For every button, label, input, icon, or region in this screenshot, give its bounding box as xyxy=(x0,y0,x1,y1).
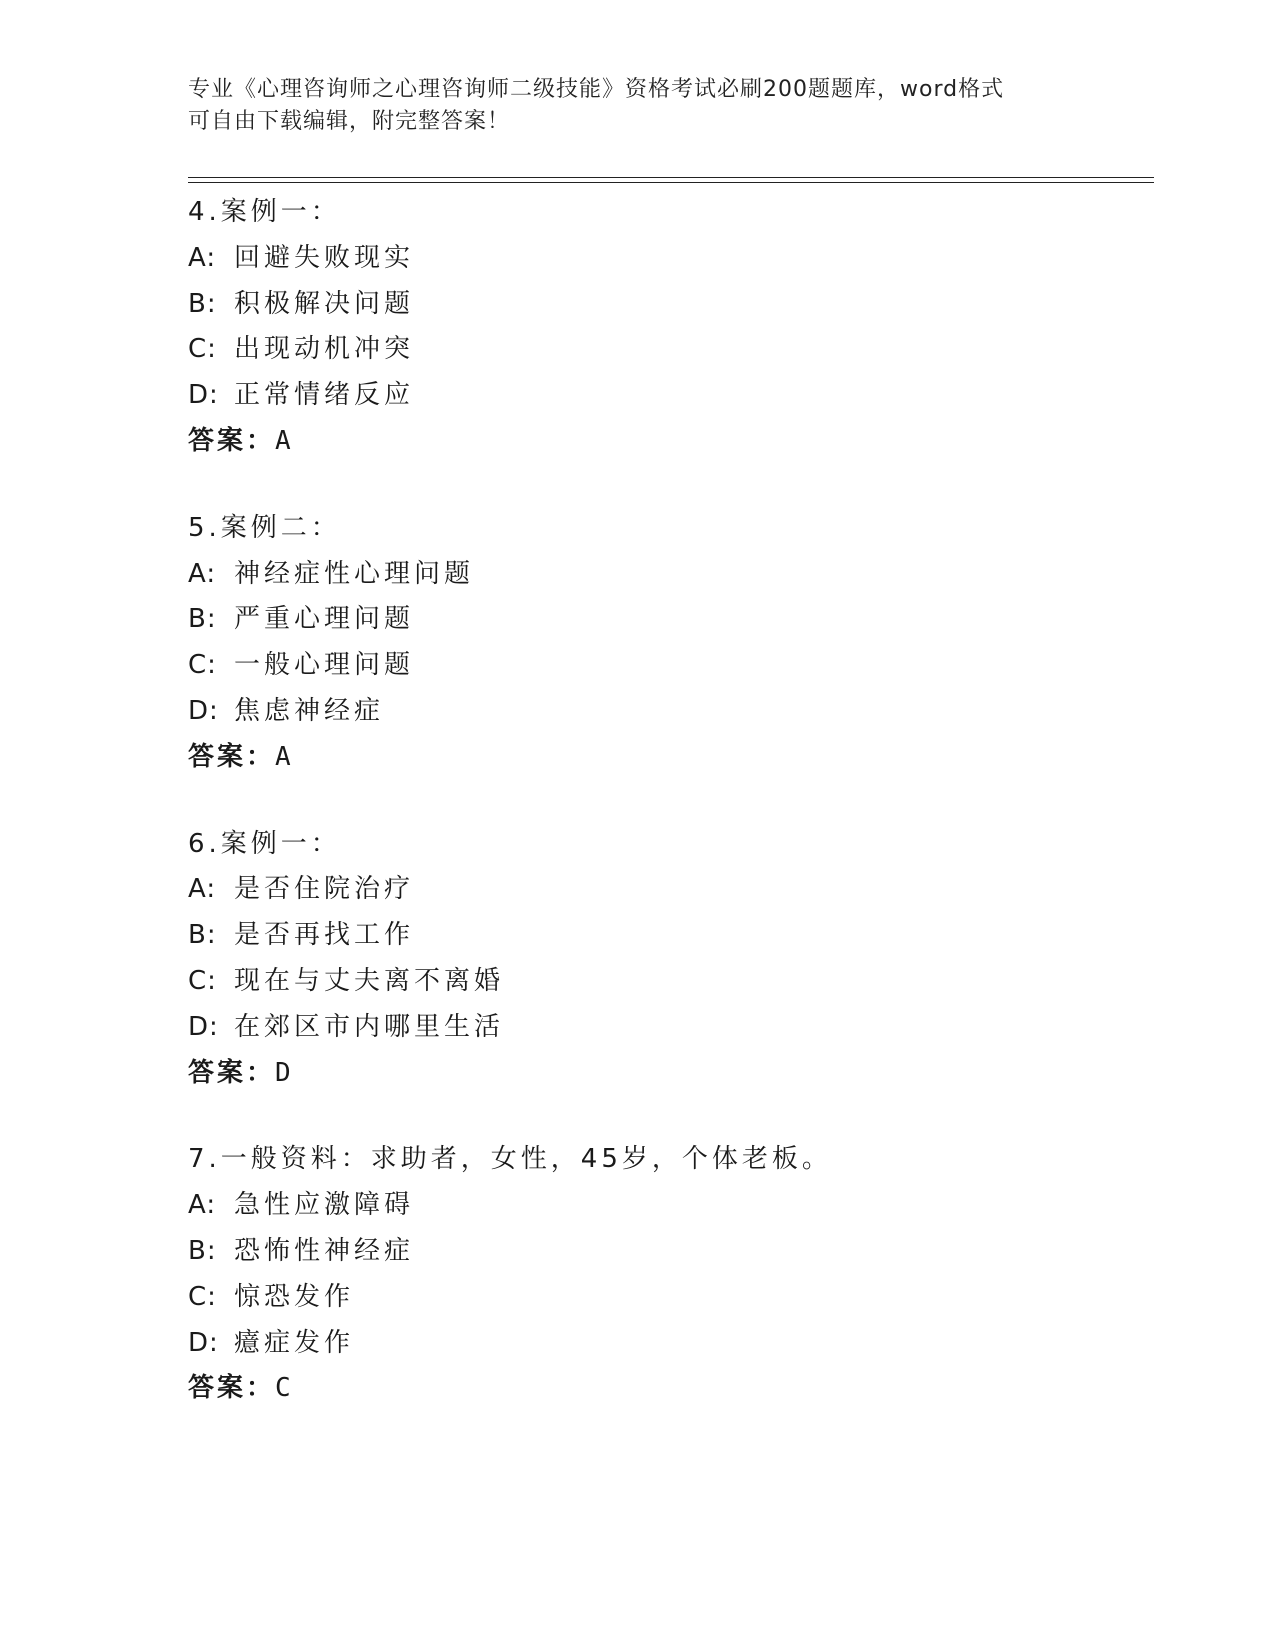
question-stem: 6.案例一： xyxy=(188,828,341,859)
option-text: 在郊区市内哪里生活 xyxy=(234,1011,505,1042)
answer-line xyxy=(188,419,1148,465)
question-stem: 5.案例二： xyxy=(188,512,341,543)
document-header xyxy=(188,74,1068,138)
answer-label: 答案： xyxy=(188,1057,276,1088)
question-4 xyxy=(188,190,1148,465)
option-a xyxy=(188,236,1148,282)
answer-line xyxy=(188,1366,1148,1412)
header-line-1: 专业《心理咨询师之心理咨询师二级技能》资格考试必刷200题题库，word格式 xyxy=(188,77,1005,102)
option-text: 出现动机冲突 xyxy=(234,334,415,365)
option-c xyxy=(188,643,1148,689)
option-key: A: xyxy=(188,874,217,905)
answer-value: D xyxy=(275,1057,291,1088)
answer-label: 答案： xyxy=(188,1373,276,1404)
option-d xyxy=(188,689,1148,735)
answer-value: C xyxy=(275,1373,291,1404)
option-text: 一般心理问题 xyxy=(234,650,415,681)
option-c xyxy=(188,327,1148,373)
option-text: 焦虑神经症 xyxy=(234,695,385,726)
question-stem: 4.案例一： xyxy=(188,197,341,227)
option-text: 严重心理问题 xyxy=(234,604,415,635)
answer-value: A xyxy=(275,741,291,772)
option-key: C: xyxy=(188,650,217,681)
option-key: C: xyxy=(188,334,217,365)
option-text: 正常情绪反应 xyxy=(234,380,415,411)
option-text: 是否住院治疗 xyxy=(234,874,415,905)
header-divider-bottom xyxy=(188,182,1154,183)
option-b xyxy=(188,282,1148,328)
option-text: 现在与丈夫离不离婚 xyxy=(234,965,505,996)
answer-label: 答案： xyxy=(188,425,276,456)
option-text: 癔症发作 xyxy=(234,1327,355,1358)
option-text: 急性应激障碍 xyxy=(234,1190,415,1221)
answer-label: 答案： xyxy=(188,741,276,772)
option-a xyxy=(188,1183,1148,1229)
option-text: 惊恐发作 xyxy=(234,1281,355,1312)
header-divider-top xyxy=(188,177,1154,178)
answer-value: A xyxy=(275,425,291,456)
question-5 xyxy=(188,506,1148,781)
option-b xyxy=(188,1229,1148,1275)
option-key: B: xyxy=(188,920,217,951)
question-list xyxy=(188,190,1148,1453)
option-b xyxy=(188,597,1148,643)
option-key: B: xyxy=(188,288,217,319)
option-d xyxy=(188,1005,1148,1051)
option-key: A: xyxy=(188,558,217,589)
option-key: A: xyxy=(188,1190,217,1221)
option-text: 恐怖性神经症 xyxy=(234,1235,415,1266)
question-6 xyxy=(188,822,1148,1097)
option-c xyxy=(188,1275,1148,1321)
option-b xyxy=(188,913,1148,959)
option-c xyxy=(188,959,1148,1005)
option-key: D: xyxy=(188,695,219,726)
question-stem: 7.一般资料：求助者，女性，45岁，个体老板。 xyxy=(188,1144,832,1175)
question-7 xyxy=(188,1137,1148,1412)
header-line-2: 可自由下载编辑，附完整答案！ xyxy=(188,109,511,134)
option-d xyxy=(188,1321,1148,1367)
option-key: A: xyxy=(188,242,217,273)
option-a xyxy=(188,867,1148,913)
option-d xyxy=(188,373,1148,419)
option-text: 回避失败现实 xyxy=(234,242,415,273)
option-key: C: xyxy=(188,1281,217,1312)
option-key: B: xyxy=(188,1235,217,1266)
option-key: D: xyxy=(188,380,219,411)
option-text: 神经症性心理问题 xyxy=(234,558,475,589)
option-key: D: xyxy=(188,1011,219,1042)
option-text: 是否再找工作 xyxy=(234,920,415,951)
option-key: B: xyxy=(188,604,217,635)
option-a xyxy=(188,552,1148,598)
option-key: C: xyxy=(188,965,217,996)
option-text: 积极解决问题 xyxy=(234,288,415,319)
answer-line xyxy=(188,1051,1148,1097)
answer-line xyxy=(188,735,1148,781)
option-key: D: xyxy=(188,1327,219,1358)
